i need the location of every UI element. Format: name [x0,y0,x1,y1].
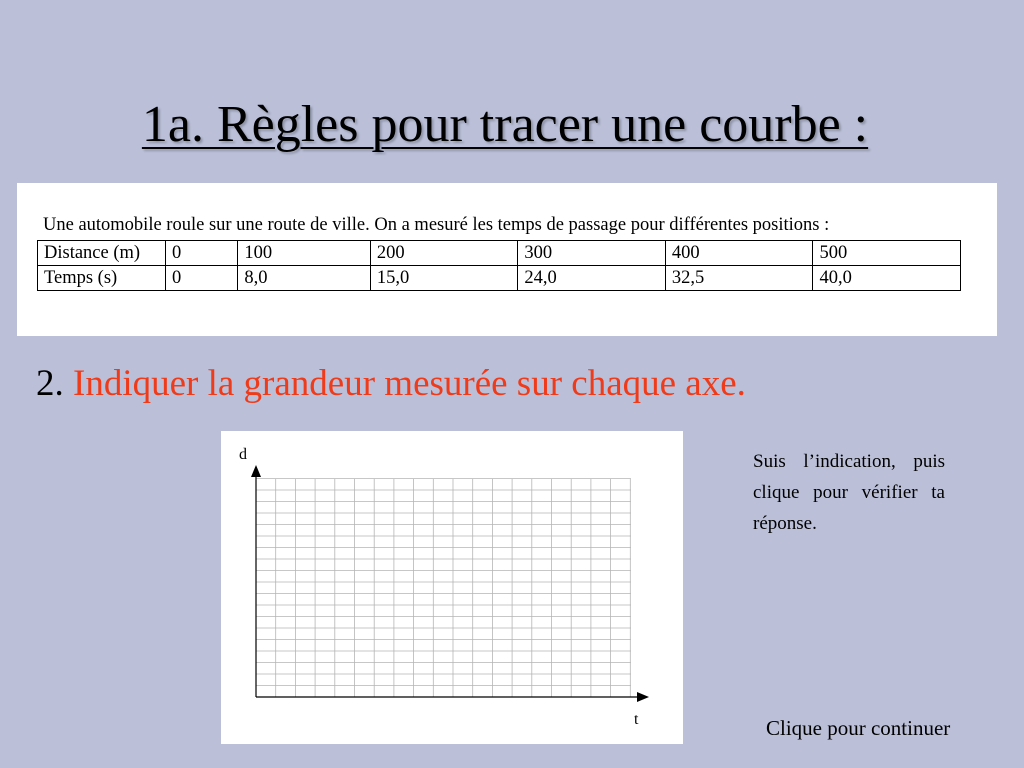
table-cell: 40,0 [813,266,961,291]
table-cell: 24,0 [518,266,666,291]
continue-button[interactable]: Clique pour continuer [766,716,951,740]
row-header: Distance (m) [38,241,166,266]
table-cell: 200 [370,241,518,266]
graph-panel [221,431,683,744]
table-row [38,241,961,266]
table-cell: 500 [813,241,961,266]
measurement-table [37,240,961,291]
question [36,362,746,405]
y-axis-arrow-icon [251,465,261,477]
table-cell: 32,5 [665,266,813,291]
grid-graph [221,431,683,744]
table-cell: 300 [518,241,666,266]
table-cell: 0 [166,266,238,291]
x-axis-label: t [634,711,639,728]
question-number: 2. [36,363,64,404]
y-axis-label: d [239,446,247,463]
table-row [38,266,961,291]
graph-grid [256,479,631,698]
question-text: Indiquer la grandeur mesurée sur chaque axe. [73,363,746,404]
problem-statement: Une automobile roule sur une route de ville. On a mesuré les temps de passage pour différentes positions : [43,215,830,235]
table-cell: 400 [665,241,813,266]
slide-title: 1a. Règles pour tracer une courbe : [141,96,869,153]
table-cell: 0 [166,241,238,266]
hint-text: Suis l’indication, puis clique pour vérifier ta réponse. [753,451,945,534]
table-cell: 100 [238,241,371,266]
x-axis-arrow-icon [637,692,649,702]
table-cell: 15,0 [370,266,518,291]
row-header: Temps (s) [38,266,166,291]
data-panel [17,183,997,336]
table-cell: 8,0 [238,266,371,291]
